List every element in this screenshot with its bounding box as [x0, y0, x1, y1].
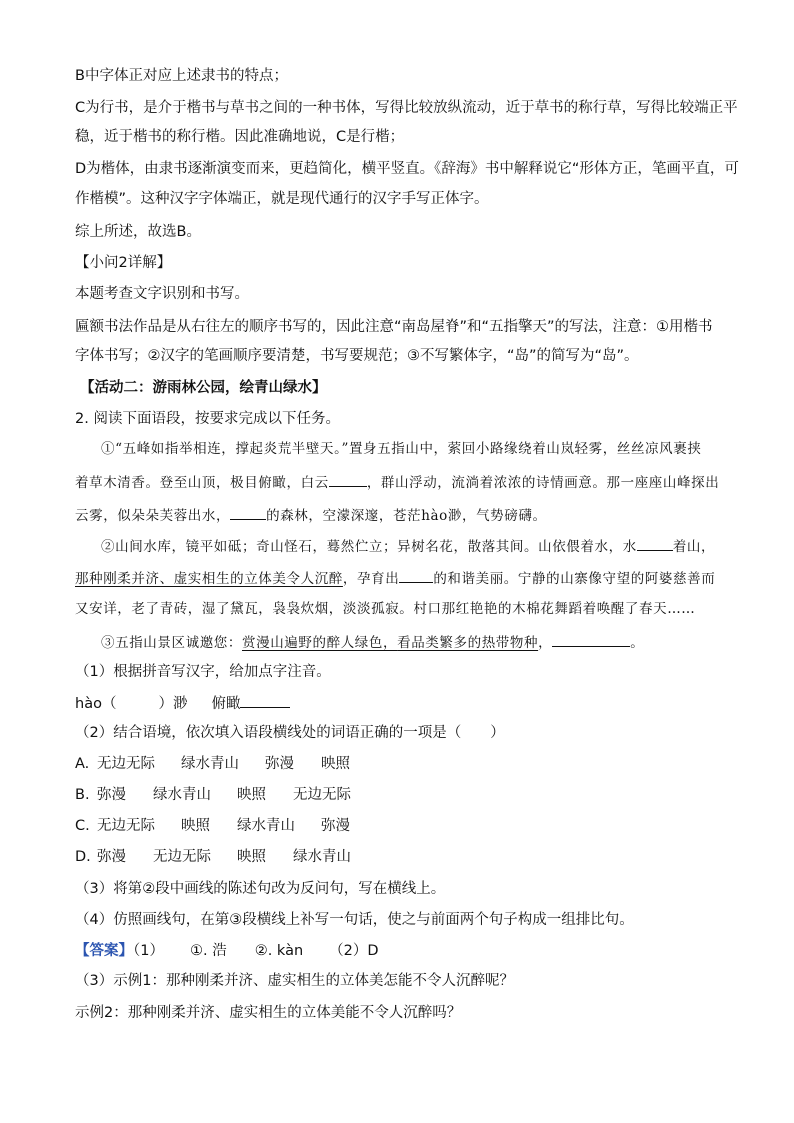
p1-l2-text-b: ，群山浮动，流淌着浓浓的诗情画意。那一座座山峰探出	[366, 475, 720, 491]
passage-p2-line-3: 又安详，老了青砖，湿了黛瓦，袅袅炊烟，淡淡孤寂。村口那红艳艳的木棉花舞蹈着唤醒了春天……	[75, 601, 696, 617]
passage-p1-line-2	[75, 472, 734, 493]
q1-fill-blank[interactable]	[240, 693, 290, 708]
answer-line	[75, 941, 734, 961]
answer-blank-q4[interactable]	[552, 632, 630, 647]
option-d[interactable]	[75, 847, 734, 867]
answer-2: ②. kàn	[254, 943, 304, 959]
p1-l2-text-a: 着草木清香。登至山顶，极目俯瞰，白云	[75, 475, 329, 491]
option-word: 绿水青山	[237, 818, 295, 834]
q2-explain-line-3: 字体书写；②汉字的笔画顺序要清楚，书写要规范；③不写繁体字，“岛”的简写为“岛”。	[75, 348, 639, 364]
q1-fill-b: ）渺	[158, 696, 188, 712]
option-word: 绿水青山	[153, 787, 211, 803]
answer-part-1: （1）	[133, 943, 164, 959]
option-label: A.	[75, 756, 90, 772]
option-word: 无边无际	[97, 818, 155, 834]
fill-blank-4[interactable]	[399, 568, 433, 583]
explanation-line-c2: 稳，近于楷书的称行楷。因此准确地说，C是行楷；	[75, 129, 405, 145]
option-label: B.	[75, 787, 90, 803]
question-3: （3）将第②段中画线的陈述句改为反问句，写在横线上。	[75, 881, 446, 897]
underlined-sentence: 那种刚柔并济、虚实相生的立体美令人沉醉	[75, 571, 343, 587]
option-label: D.	[75, 849, 91, 865]
fill-blank-2[interactable]	[230, 505, 266, 520]
option-word: 映照	[237, 787, 266, 803]
passage-p2-line-2	[75, 568, 734, 589]
p1-l3-text-b: 的森林，空濛深邃，苍茫hào渺，气势磅礴。	[266, 508, 547, 524]
answer-3-example-1: （3）示例1：那种刚柔并济、虚实相生的立体美怎能不令人沉醉呢？	[75, 973, 514, 989]
option-word: 映照	[321, 756, 350, 772]
question-1-fill	[75, 693, 734, 714]
passage-p1-line-1: ①“五峰如指举相连，撑起炎荒半壁天。”置身五指山中，萦回小路缘绕着山岚轻雾，丝丝凉风裹挟	[101, 441, 702, 457]
p2-l2-text-c: 的和谐美丽。宁静的山寨像守望的阿婆慈善而	[433, 571, 716, 587]
option-word: 无边无际	[153, 849, 211, 865]
option-word: 弥漫	[321, 818, 350, 834]
option-a[interactable]	[75, 754, 734, 774]
option-word: 弥漫	[97, 787, 126, 803]
fill-blank-1[interactable]	[329, 472, 367, 487]
explanation-line-b: B中字体正对应上述隶书的特点；	[75, 68, 288, 84]
answer-part-2: （2）D	[329, 943, 379, 959]
underlined-phrase-2: 看品类繁多的热带物种	[397, 635, 539, 651]
q2-explain-line-2: 匾额书法作品是从右往左的顺序书写的，因此注意“南岛屋脊”和“五指擎天”的写法，注意：①用楷书	[75, 319, 713, 335]
p1-l3-text-a: 云雾，似朵朵芙蓉出水，	[75, 508, 231, 524]
option-word: 绿水青山	[181, 756, 239, 772]
p3-l1-text-d: ，	[538, 635, 553, 651]
explanation-line-d1: D为楷体，由隶书逐渐演变而来，更趋简化，横平竖直。《辞海》书中解释说它“形体方正，笔画平直，可	[75, 161, 739, 177]
conclusion-line: 综上所述，故选B。	[75, 224, 201, 240]
option-c[interactable]	[75, 816, 734, 836]
explanation-line-d2: 作楷模”。这种汉字字体端正，就是现代通行的汉字手写正体字。	[75, 191, 489, 207]
question-2: （2）结合语境，依次填入语段横线处的词语正确的一项是（ ）	[75, 725, 505, 741]
q2-explain-line-1: 本题考查文字识别和书写。	[75, 286, 249, 302]
activity-title: 【活动二：游雨林公园，绘青山绿水】	[80, 380, 327, 396]
fill-blank-3[interactable]	[637, 536, 673, 551]
underlined-phrase-1: 赏漫山遍野的醉人绿色，	[242, 635, 398, 651]
answer-3-example-2: 示例2：那种刚柔并济、虚实相生的立体美能不令人沉醉吗？	[75, 1005, 462, 1021]
answer-tag: 【答案】	[75, 943, 133, 959]
option-word: 绿水青山	[293, 849, 351, 865]
passage-p3-line-1	[101, 632, 734, 653]
question-intro: 2. 阅读下面语段，按要求完成以下任务。	[75, 411, 340, 427]
question-4: （4）仿照画线句，在第③段横线上补写一句话，使之与前面两个句子构成一组排比句。	[75, 912, 634, 928]
option-b[interactable]	[75, 785, 734, 805]
option-word: 弥漫	[97, 849, 126, 865]
p2-l1-text-a: ②山间水库，镜平如砥；奇山怪石，蓦然伫立；异树名花，散落其间。山依偎着水，水	[101, 539, 637, 555]
p3-l1-text-a: ③五指山景区诚邀您：	[101, 635, 242, 651]
question-1: （1）根据拼音写汉字，给加点字注音。	[75, 664, 331, 680]
option-word: 无边无际	[97, 756, 155, 772]
p2-l2-text-b: ，孕育出	[342, 571, 400, 587]
answer-1: ①. 浩	[189, 943, 227, 959]
option-word: 映照	[181, 818, 210, 834]
passage-p2-line-1	[101, 536, 734, 557]
p2-l1-text-b: 着山，	[672, 539, 716, 555]
q1-fill-a: hào（	[75, 696, 117, 712]
passage-p1-line-3	[75, 505, 734, 526]
option-word: 映照	[237, 849, 266, 865]
option-word: 弥漫	[265, 756, 294, 772]
q1-fill-c: 俯瞰	[211, 696, 241, 712]
p3-l1-text-e: 。	[630, 635, 645, 651]
sub-question-2-header: 【小问2详解】	[75, 255, 172, 271]
option-label: C.	[75, 818, 90, 834]
option-word: 无边无际	[293, 787, 351, 803]
explanation-line-c1: C为行书，是介于楷书与草书之间的一种书体，写得比较放纵流动，近于草书的称行草，写得比较端正平	[75, 100, 738, 116]
